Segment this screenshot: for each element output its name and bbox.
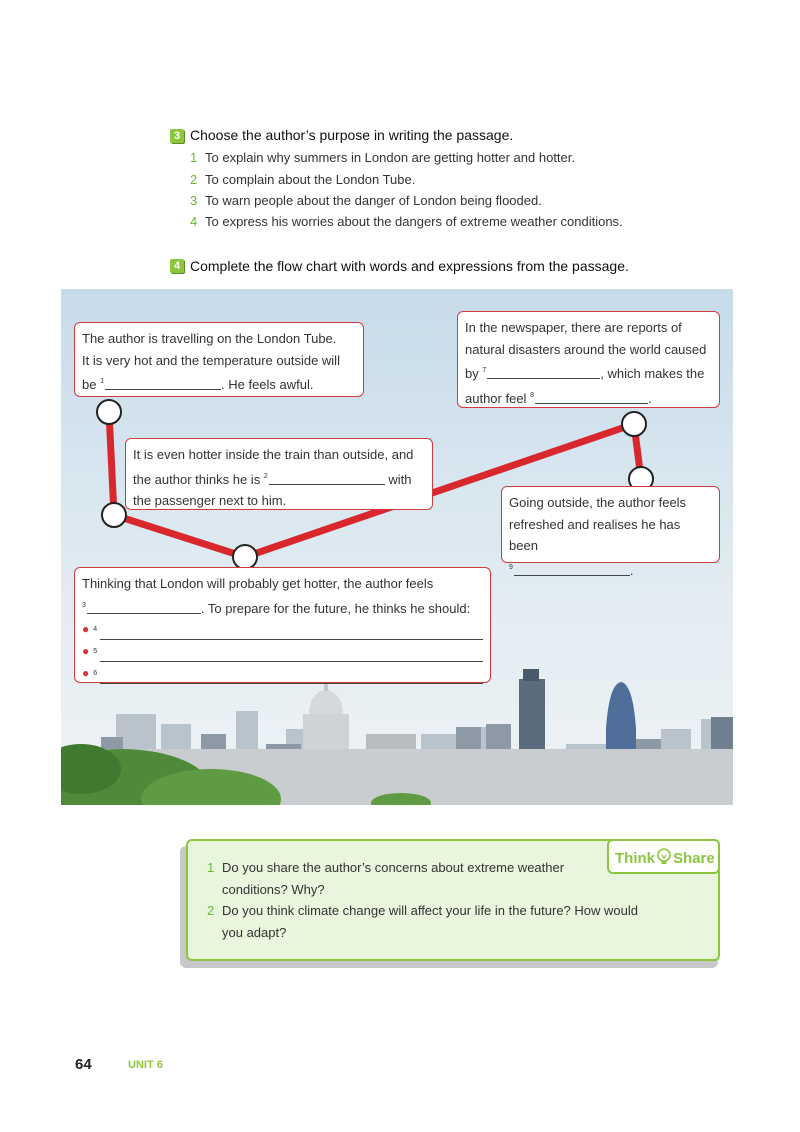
london-skyline-photo (61, 289, 733, 805)
unit-label: UNIT 6 (128, 1059, 163, 1071)
flow-box-5 (501, 486, 720, 578)
flow-text: The author is travelling on the London Tube. (82, 331, 337, 346)
answer-blank-8[interactable] (535, 390, 648, 404)
gherkin-tower (606, 682, 636, 729)
flow-text: author feel $^8$ . (465, 390, 652, 406)
flow-box-4 (457, 311, 720, 408)
answer-blank-5[interactable] (100, 648, 483, 662)
answer-blank-6[interactable] (100, 670, 483, 684)
lightbulb-icon (656, 847, 672, 865)
question-3-option: 3 To warn people about the danger of London being flooded. (190, 193, 542, 208)
flow-text: natural disasters around the world caused (465, 341, 707, 357)
route-stop (233, 545, 257, 569)
bullet-line: ● 6 (82, 663, 483, 684)
answer-blank-1[interactable] (105, 376, 221, 390)
flow-text: It is very hot and the temperature outside will (82, 352, 340, 368)
route-stop (97, 400, 121, 424)
page-number: 64 (75, 1056, 92, 1073)
answer-blank-2[interactable] (269, 471, 385, 485)
bullet-icon: ● (82, 621, 90, 636)
question-4-badge: 4 (170, 259, 184, 273)
flow-text: $^3$ . To prepare for the future, he thinks he should: (82, 600, 471, 616)
flow-text: It is even hotter inside the train than outside, and (133, 447, 414, 462)
flow-box-3 (74, 567, 491, 683)
question-3-option: 2 To complain about the London Tube. (190, 172, 416, 187)
flow-text: $^9$ . (509, 562, 634, 578)
answer-blank-4[interactable] (100, 626, 483, 640)
flow-text: by $^7$ , which makes the (465, 366, 705, 381)
think-share-question: 1 Do you share the author’s concerns about extreme weather conditions? Why? (207, 860, 565, 897)
question-3-title: Choose the author’s purpose in writing the passage. (190, 127, 514, 143)
flow-box-1 (74, 322, 364, 397)
flow-text: Thinking that London will probably get hotter, the author feels (82, 576, 434, 591)
flow-text: refreshed and realises he has been (509, 516, 681, 553)
flow-text: the author thinks he is $^2$ with (133, 471, 412, 487)
answer-blank-9[interactable] (514, 562, 630, 576)
bullet-line: ● 5 (82, 641, 483, 662)
answer-blank-3[interactable] (87, 600, 201, 614)
question-4-title: Complete the flow chart with words and expressions from the passage. (190, 258, 629, 274)
flow-text: the passenger next to him. (133, 493, 287, 508)
question-3-option: 1 To explain why summers in London are getting hotter and hotter. (190, 150, 575, 165)
flow-text: In the newspaper, there are reports of (465, 320, 682, 335)
question-3-option: 4 To express his worries about the dangers of extreme weather conditions. (190, 214, 623, 229)
flow-text: Going outside, the author feels (509, 495, 687, 510)
route-stop (102, 503, 126, 527)
think-share-label: Think Share (607, 839, 720, 874)
flow-text: be $^1$ . He feels awful. (82, 377, 314, 392)
bullet-icon: ● (82, 643, 90, 658)
bullet-icon: ● (82, 665, 90, 680)
st-pauls-dome (309, 689, 343, 714)
flow-box-2 (125, 438, 433, 510)
answer-blank-7[interactable] (487, 365, 600, 379)
bullet-line: ● 4 (82, 619, 483, 640)
route-stop (622, 412, 646, 436)
question-3-badge: 3 (170, 129, 184, 143)
think-share-question: 2 Do you think climate change will affect your life in the future? How would you adapt? (207, 903, 638, 940)
